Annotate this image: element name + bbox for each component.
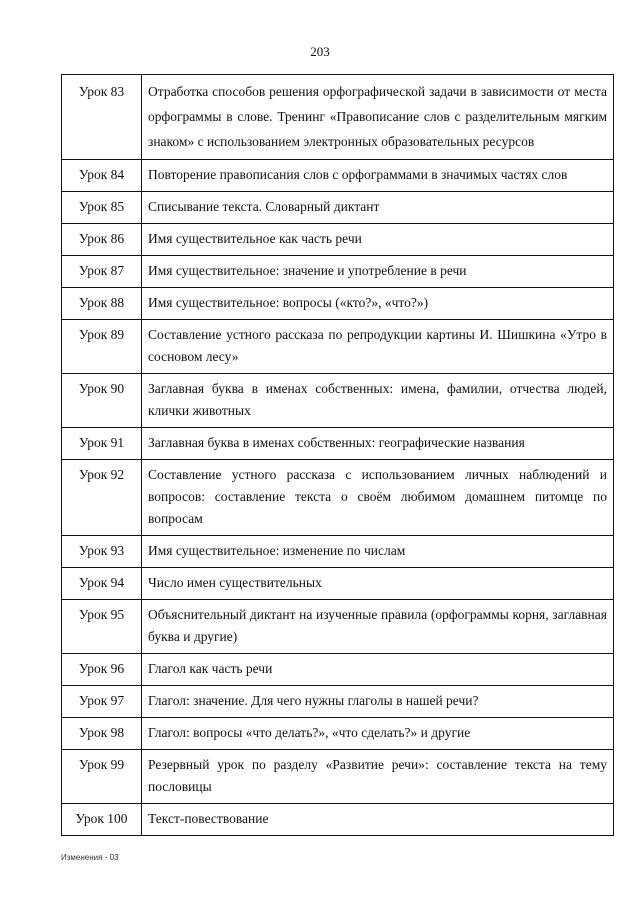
table-row bbox=[62, 460, 614, 536]
lesson-number: Урок 83 bbox=[62, 75, 142, 160]
lesson-topic: Составление устного рассказа по репродукции картины И. Шишкина «Утро в сосновом лесу» bbox=[142, 320, 614, 374]
lesson-topic: Глагол: значение. Для чего нужны глаголы в нашей речи? bbox=[142, 686, 614, 718]
lesson-number: Урок 97 bbox=[62, 686, 142, 718]
lesson-number: Урок 87 bbox=[62, 256, 142, 288]
lesson-topic: Имя существительное: вопросы («кто?», «что?») bbox=[142, 288, 614, 320]
page-number: 203 bbox=[310, 44, 330, 59]
lesson-topic: Число имен существительных bbox=[142, 568, 614, 600]
table-row bbox=[62, 686, 614, 718]
lesson-number: Урок 92 bbox=[62, 460, 142, 536]
lesson-number: Урок 99 bbox=[62, 750, 142, 804]
lesson-number: Урок 95 bbox=[62, 600, 142, 654]
lesson-topic: Объяснительный диктант на изученные правила (орфограммы корня, заглавная буква и другие) bbox=[142, 600, 614, 654]
lesson-number: Урок 94 bbox=[62, 568, 142, 600]
table-row bbox=[62, 224, 614, 256]
table-row bbox=[62, 750, 614, 804]
table-row bbox=[62, 288, 614, 320]
lesson-topic: Заглавная буква в именах собственных: географические названия bbox=[142, 428, 614, 460]
table-row bbox=[62, 568, 614, 600]
table-row bbox=[62, 320, 614, 374]
lessons-table bbox=[61, 74, 614, 836]
lesson-topic: Заглавная буква в именах собственных: имена, фамилии, отчества людей, клички животных bbox=[142, 374, 614, 428]
lesson-number: Урок 98 bbox=[62, 718, 142, 750]
lesson-number: Урок 91 bbox=[62, 428, 142, 460]
lesson-topic: Текст-повествование bbox=[142, 804, 614, 836]
lesson-topic: Имя существительное: значение и употребление в речи bbox=[142, 256, 614, 288]
lesson-number: Урок 96 bbox=[62, 654, 142, 686]
lesson-topic: Отработка способов решения орфографической задачи в зависимости от места орфограммы в слове. Тренинг «Правописание слов с разделительным мягким знаком» с использованием электронных образовательных ресурсов bbox=[142, 75, 614, 160]
lesson-topic: Резервный урок по разделу «Развитие речи»: составление текста на тему пословицы bbox=[142, 750, 614, 804]
lesson-number: Урок 100 bbox=[62, 804, 142, 836]
lesson-topic: Глагол: вопросы «что делать?», «что сделать?» и другие bbox=[142, 718, 614, 750]
lesson-topic: Имя существительное: изменение по числам bbox=[142, 536, 614, 568]
table-row bbox=[62, 428, 614, 460]
footer-note: Изменения - 03 bbox=[61, 853, 119, 862]
table-row bbox=[62, 192, 614, 224]
lesson-number: Урок 88 bbox=[62, 288, 142, 320]
table-row bbox=[62, 160, 614, 192]
table-row bbox=[62, 718, 614, 750]
table-row bbox=[62, 536, 614, 568]
table-row bbox=[62, 75, 614, 160]
lesson-topic: Имя существительное как часть речи bbox=[142, 224, 614, 256]
lesson-number: Урок 93 bbox=[62, 536, 142, 568]
lesson-topic: Списывание текста. Словарный диктант bbox=[142, 192, 614, 224]
lesson-number: Урок 84 bbox=[62, 160, 142, 192]
table-row bbox=[62, 256, 614, 288]
lesson-number: Урок 85 bbox=[62, 192, 142, 224]
table-row bbox=[62, 600, 614, 654]
table-row bbox=[62, 654, 614, 686]
table-row bbox=[62, 804, 614, 836]
table-row bbox=[62, 374, 614, 428]
lesson-number: Урок 89 bbox=[62, 320, 142, 374]
lesson-number: Урок 90 bbox=[62, 374, 142, 428]
lesson-topic: Повторение правописания слов с орфограммами в значимых частях слов bbox=[142, 160, 614, 192]
lesson-topic: Составление устного рассказа с использованием личных наблюдений и вопросов: составление текста о своём любимом домашнем питомце по вопросам bbox=[142, 460, 614, 536]
lesson-number: Урок 86 bbox=[62, 224, 142, 256]
lesson-topic: Глагол как часть речи bbox=[142, 654, 614, 686]
